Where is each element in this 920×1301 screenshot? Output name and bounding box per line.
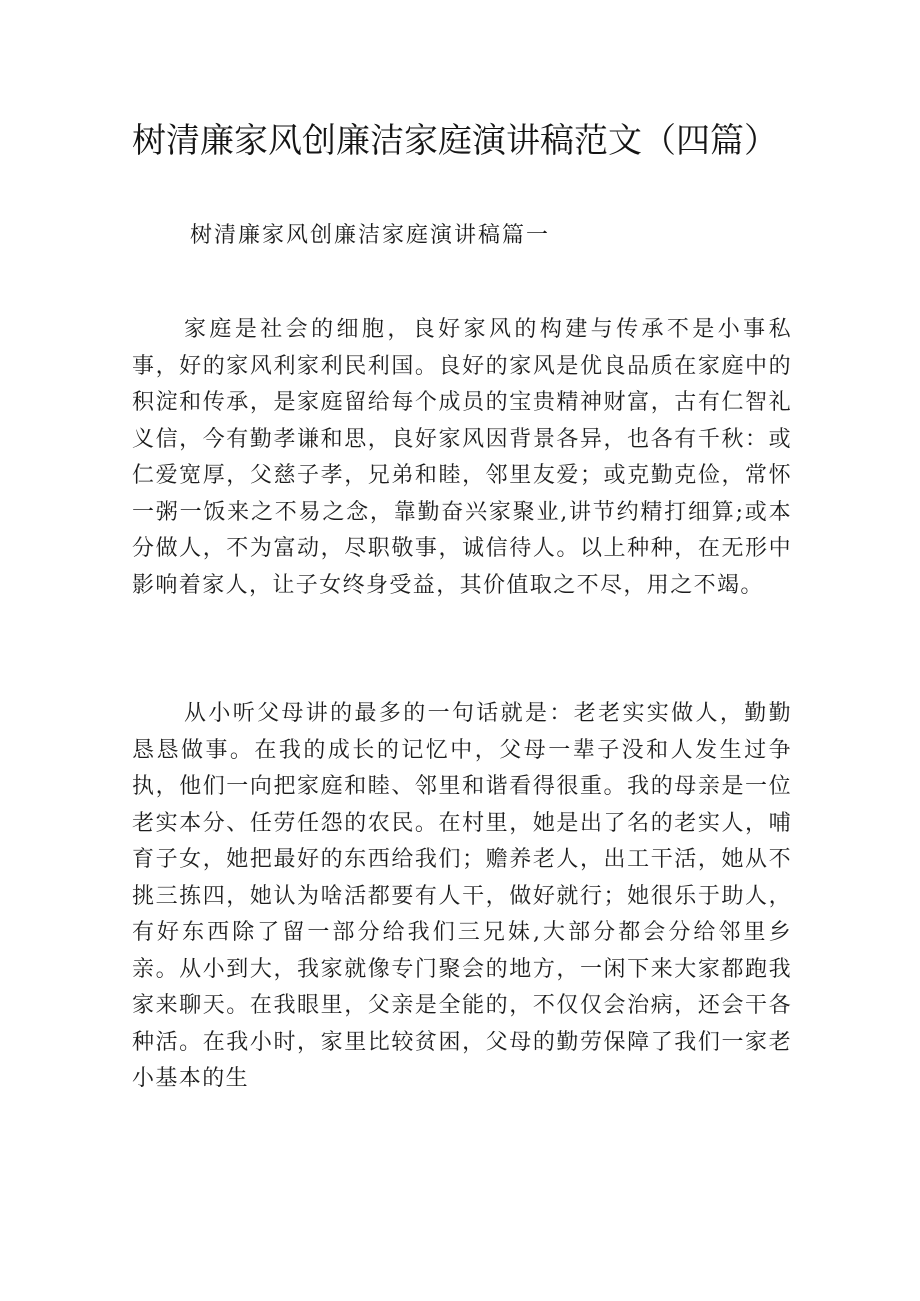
paragraph-family-values: 家庭是社会的细胞，良好家风的构建与传承不是小事私事，好的家风利家利民利国。良好的家风是优良品质在家庭中的积淀和传承，是家庭留给每个成员的宝贵精神财富，古有仁智礼义信，今有勤孝谦和思，良好家风因背景各异，也各有千秋：或仁爱宽厚，父慈子孝，兄弟和睦，邻里友爱；或克勤克俭，常怀一粥一饭来之不易之念，靠勤奋兴家聚业,讲节约精打细算;或本分做人，不为富动，尽职敬事，诚信待人。以上种种，在无形中影响着家人，让子女终身受益，其价值取之不尽，用之不竭。	[132, 317, 792, 598]
section-heading: 树清廉家风创廉洁家庭演讲稿篇一	[190, 223, 551, 248]
paragraph-parents-memory: 从小听父母讲的最多的一句话就是：老老实实做人，勤勤恳恳做事。在我的成长的记忆中，父母一辈子没和人发生过争执，他们一向把家庭和睦、邻里和谐看得很重。我的母亲是一位老实本分、任劳任怨的农民。在村里，她是出了名的老实人，哺育子女，她把最好的东西给我们；赡养老人，出工干活，她从不挑三拣四，她认为啥活都要有人干，做好就行；她很乐于助人，有好东西除了留一部分给我们三兄妹,大部分都会分给邻里乡亲。从小到大，我家就像专门聚会的地方，一闲下来大家都跑我家来聊天。在我眼里，父亲是全能的，不仅仅会治病，还会干各种活。在我小时，家里比较贫困，父母的勤劳保障了我们一家老小基本的生	[132, 701, 792, 1091]
document-title: 树清廉家风创廉洁家庭演讲稿范文（四篇）	[132, 121, 778, 161]
